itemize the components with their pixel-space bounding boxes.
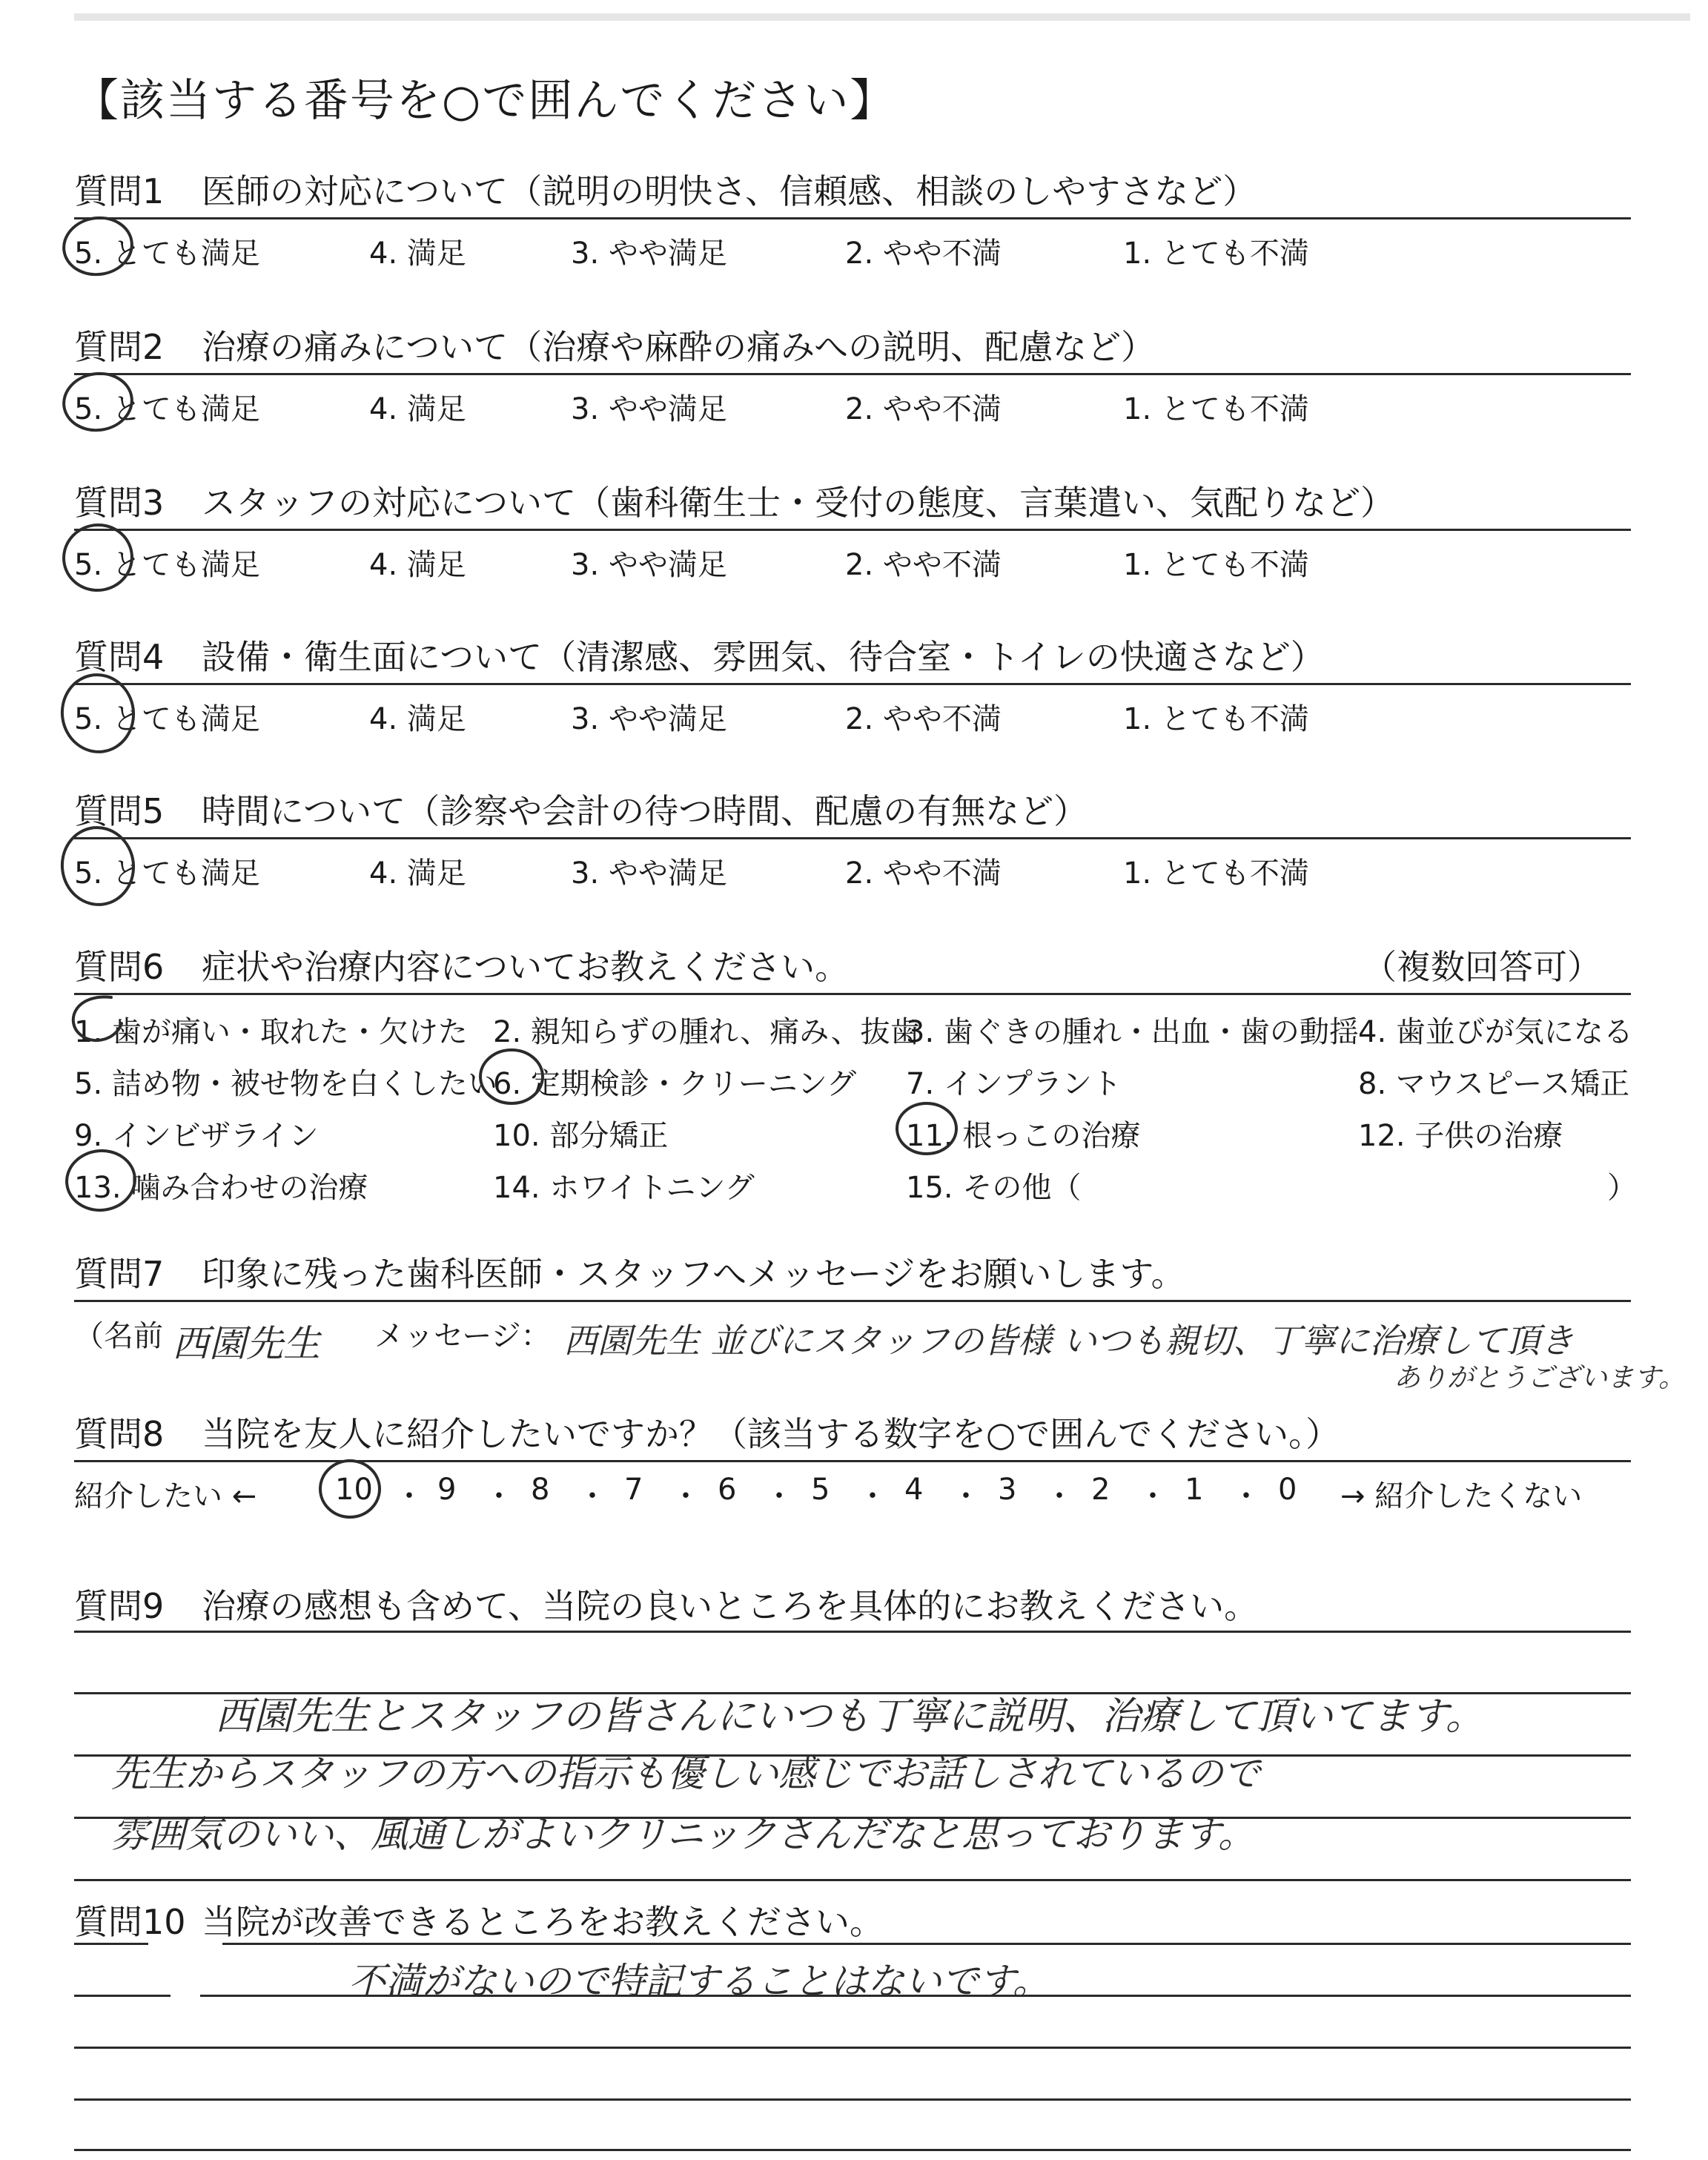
divider (74, 1460, 1631, 1462)
multiple-answer-note: （複数回答可） (1363, 947, 1601, 987)
question-text: 治療の痛みについて（治療や麻酔の痛みへの説明、配慮など） (202, 327, 1156, 367)
question-text: 設備・衛生面について（清潔感、雰囲気、待合室・トイレの快適さなど） (202, 637, 1325, 677)
option-5[interactable]: 5. とても満足 (74, 856, 260, 891)
recommend-left-label: 紹介したい ← (74, 1479, 257, 1513)
option-2[interactable]: 2. やや不満 (845, 702, 1002, 736)
q6-option-14[interactable]: 14. ホワイトニング (493, 1171, 755, 1205)
q6-option-1[interactable]: 1. 歯が痛い・取れた・欠けた (74, 1015, 468, 1049)
scale-dot: ・ (577, 1479, 607, 1513)
option-1[interactable]: 1. とても不満 (1123, 856, 1309, 891)
option-4[interactable]: 4. 満足 (369, 392, 466, 426)
question-9 (74, 1579, 1258, 1628)
question-5 (74, 785, 1088, 833)
q6-option-6[interactable]: 6. 定期検診・クリーニング (493, 1067, 857, 1101)
question-text: 症状や治療内容についてお教えください。 (202, 947, 850, 987)
question-number: 質問2 (74, 327, 165, 367)
scale-dot: ・ (671, 1479, 701, 1513)
option-2[interactable]: 2. やや不満 (845, 392, 1002, 426)
divider (74, 837, 1631, 839)
q9-answer-line-2[interactable]: 先生からスタッフの方への指示も優しい感じでお話しされているので (111, 1752, 1260, 1795)
message-label: メッセージ： (374, 1319, 551, 1353)
q6-option-5[interactable]: 5. 詰め物・被せ物を白くしたい (74, 1067, 497, 1101)
scale-8[interactable]: 8 (531, 1473, 550, 1507)
scale-dot: ・ (764, 1479, 794, 1513)
option-5[interactable]: 5. とても満足 (74, 548, 260, 582)
question-text: 治療の感想も含めて、当院の良いところを具体的にお教えください。 (202, 1586, 1259, 1626)
scale-dot: ・ (394, 1479, 424, 1513)
recommend-right-label: → 紹介したくない (1340, 1479, 1583, 1513)
question-text: 当院が改善できるところをお教えください。 (202, 1902, 884, 1942)
question-number: 質問9 (74, 1586, 165, 1626)
answer-line (74, 1879, 1631, 1881)
scale-dot: ・ (951, 1479, 981, 1513)
divider (74, 993, 1631, 995)
answer-line (74, 2149, 1631, 2151)
divider (74, 217, 1631, 219)
scale-10[interactable]: 10 (335, 1473, 373, 1507)
question-number: 質問8 (74, 1414, 165, 1454)
option-5[interactable]: 5. とても満足 (74, 702, 260, 736)
question-8 (74, 1407, 1340, 1456)
option-4[interactable]: 4. 満足 (369, 702, 466, 736)
option-2[interactable]: 2. やや不満 (845, 856, 1002, 891)
option-1[interactable]: 1. とても不満 (1123, 702, 1309, 736)
option-4[interactable]: 4. 満足 (369, 237, 466, 271)
question-number: 質問6 (74, 947, 165, 987)
question-3 (74, 476, 1394, 525)
question-number: 質問1 (74, 171, 165, 211)
message-handwritten-line-2[interactable]: ありがとうございます。 (1394, 1363, 1686, 1393)
q6-option-15[interactable]: 15. その他（ (906, 1171, 1082, 1205)
question-number: 質問4 (74, 637, 165, 677)
question-number: 質問7 (74, 1254, 165, 1294)
q6-option-2[interactable]: 2. 親知らずの腫れ、痛み、抜歯 (493, 1015, 920, 1049)
question-10 (74, 1895, 884, 1944)
scale-6[interactable]: 6 (718, 1473, 737, 1507)
q6-option-9[interactable]: 9. インビザライン (74, 1119, 319, 1153)
q6-option-4[interactable]: 4. 歯並びが気になる (1358, 1015, 1633, 1049)
answer-line (74, 1943, 148, 1945)
question-number: 質問10 (74, 1902, 186, 1942)
option-1[interactable]: 1. とても不満 (1123, 392, 1309, 426)
question-text: 当院を友人に紹介したいですか？（該当する数字を○で囲んでください。） (202, 1414, 1340, 1454)
q6-option-10[interactable]: 10. 部分矯正 (493, 1119, 669, 1153)
q9-answer-line-1[interactable]: 西園先生とスタッフの皆さんにいつも丁寧に説明、治療して頂いてます。 (215, 1694, 1484, 1739)
scale-9[interactable]: 9 (437, 1473, 457, 1507)
scale-0[interactable]: 0 (1278, 1473, 1297, 1507)
divider (74, 1631, 1631, 1633)
option-3[interactable]: 3. やや満足 (571, 237, 727, 271)
q6-option-8[interactable]: 8. マウスピース矯正 (1358, 1067, 1630, 1101)
answer-line (74, 2098, 1631, 2101)
q6-option-7[interactable]: 7. インプラント (906, 1067, 1122, 1101)
question-7 (74, 1247, 1185, 1296)
question-text: 時間について（診察や会計の待つ時間、配慮の有無など） (202, 791, 1088, 831)
scale-dot: ・ (484, 1479, 514, 1513)
q6-option-3[interactable]: 3. 歯ぐきの腫れ・出血・歯の動揺 (906, 1015, 1359, 1049)
scale-dot: ・ (1231, 1479, 1261, 1513)
q6-option-13[interactable]: 13. 噛み合わせの治療 (74, 1171, 368, 1205)
divider (74, 1300, 1631, 1302)
option-5[interactable]: 5. とても満足 (74, 392, 260, 426)
question-6 (74, 940, 849, 989)
answer-line (222, 1943, 1631, 1945)
option-1[interactable]: 1. とても不満 (1123, 548, 1309, 582)
scale-7[interactable]: 7 (624, 1473, 643, 1507)
divider (74, 373, 1631, 375)
q6-option-11[interactable]: 11. 根っこの治療 (906, 1119, 1141, 1153)
option-3[interactable]: 3. やや満足 (571, 856, 727, 891)
question-4 (74, 630, 1325, 679)
scale-dot: ・ (858, 1479, 887, 1513)
option-3[interactable]: 3. やや満足 (571, 548, 727, 582)
option-2[interactable]: 2. やや不満 (845, 237, 1002, 271)
q6-option-12[interactable]: 12. 子供の治療 (1358, 1119, 1563, 1153)
question-text: 印象に残った歯科医師・スタッフへメッセージをお願いします。 (202, 1254, 1185, 1294)
name-label: （名前 (74, 1319, 163, 1353)
option-5[interactable]: 5. とても満足 (74, 237, 260, 271)
option-3[interactable]: 3. やや満足 (571, 702, 727, 736)
option-3[interactable]: 3. やや満足 (571, 392, 727, 426)
scale-2[interactable]: 2 (1091, 1473, 1110, 1507)
scale-4[interactable]: 4 (904, 1473, 924, 1507)
name-handwritten[interactable]: 西園先生 (172, 1322, 320, 1365)
question-text: スタッフの対応について（歯科衛生士・受付の態度、言葉遣い、気配りなど） (202, 483, 1395, 523)
page-title: 【該当する番号を○で囲んでください】 (74, 75, 896, 127)
divider (74, 529, 1631, 531)
question-1 (74, 165, 1257, 214)
option-4[interactable]: 4. 満足 (369, 856, 466, 891)
divider (74, 683, 1631, 685)
scale-dot: ・ (1138, 1479, 1168, 1513)
message-handwritten-line-1[interactable]: 西園先生 並びにスタッフの皆様 いつも親切、丁寧に治療して頂き (563, 1321, 1575, 1361)
answer-line (74, 2047, 1631, 2049)
answer-line (74, 1995, 171, 1997)
question-2 (74, 320, 1155, 369)
top-border (74, 13, 1690, 21)
q9-answer-line-3[interactable]: 雰囲気のいい、風通しがよいクリニックさんだなと思っております。 (111, 1813, 1255, 1856)
scale-1[interactable]: 1 (1185, 1473, 1204, 1507)
other-close-paren: ） (1607, 1171, 1637, 1205)
option-2[interactable]: 2. やや不満 (845, 548, 1002, 582)
scale-3[interactable]: 3 (998, 1473, 1017, 1507)
scale-dot: ・ (1045, 1479, 1074, 1513)
question-number: 質問5 (74, 791, 165, 831)
question-number: 質問3 (74, 483, 165, 523)
q10-answer[interactable]: 不満がないので特記することはないです。 (348, 1960, 1050, 2003)
scale-5[interactable]: 5 (811, 1473, 830, 1507)
question-text: 医師の対応について（説明の明快さ、信頼感、相談のしやすさなど） (202, 171, 1257, 211)
option-1[interactable]: 1. とても不満 (1123, 237, 1309, 271)
option-4[interactable]: 4. 満足 (369, 548, 466, 582)
